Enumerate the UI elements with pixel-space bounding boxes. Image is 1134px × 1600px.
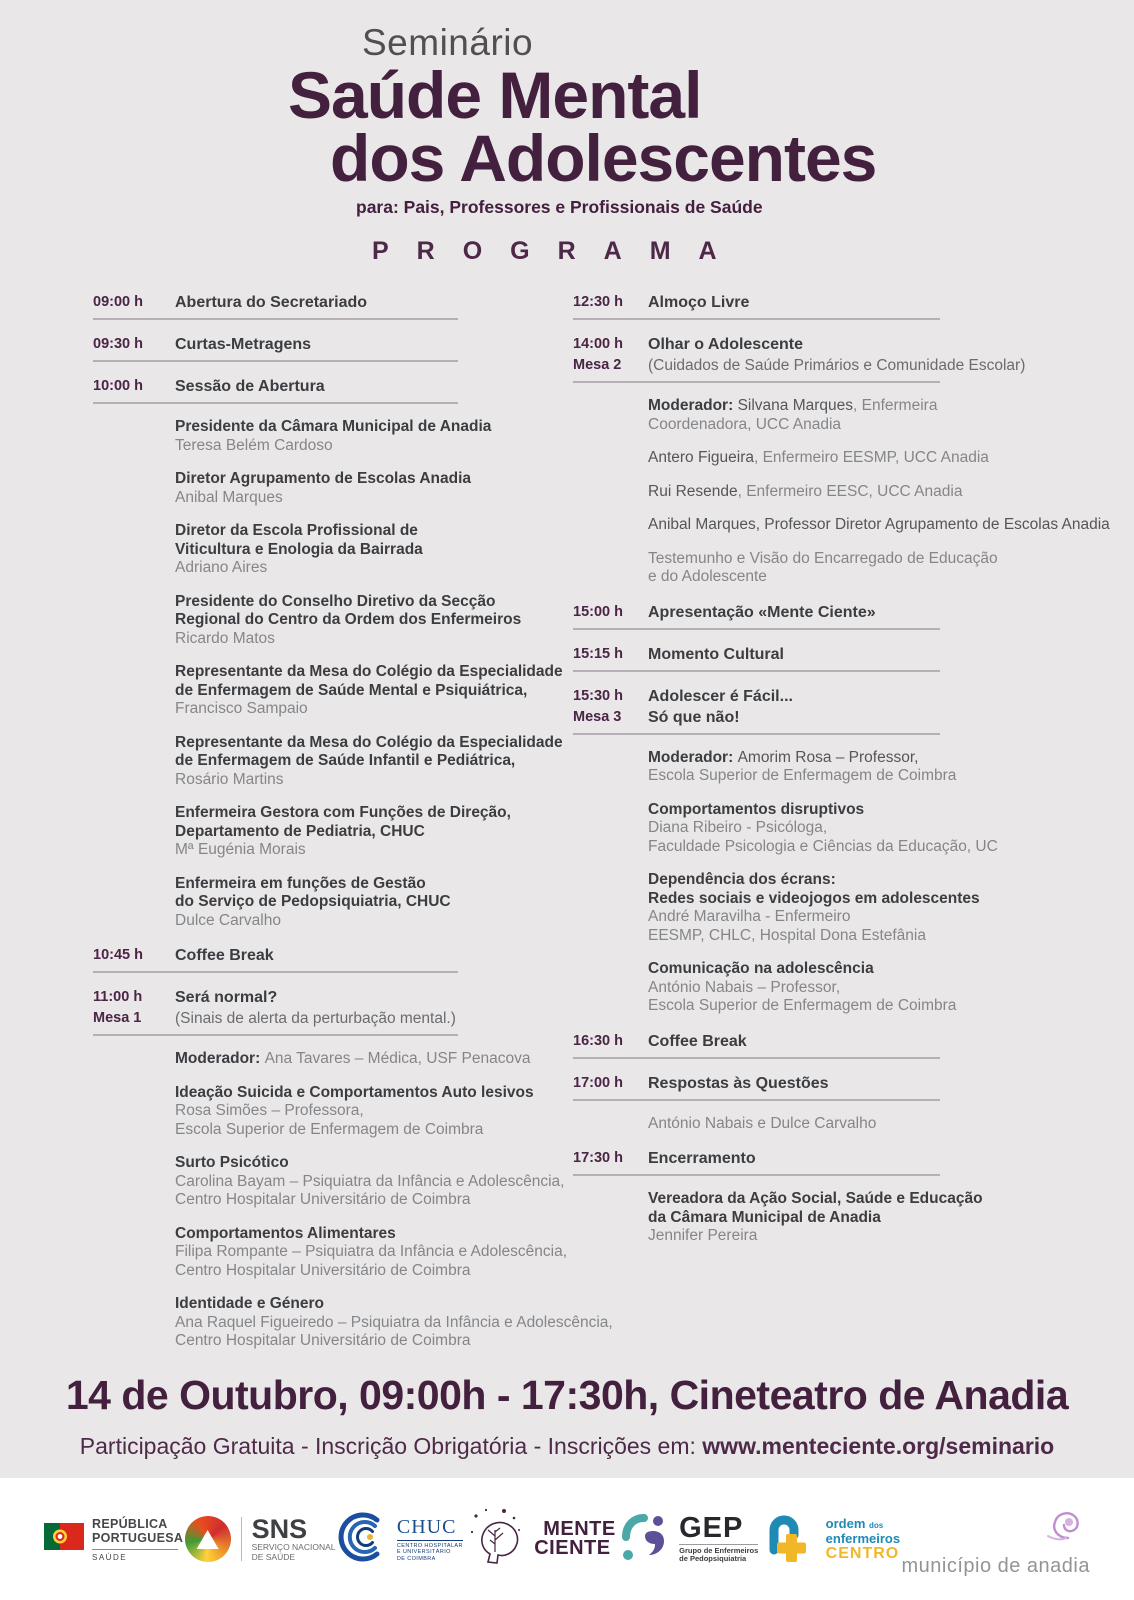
session-time: 10:00 h bbox=[93, 378, 143, 394]
detail-text: Carolina Bayam – Psiquiatra da Infância e Adolescência, bbox=[175, 1172, 565, 1190]
detail-text: Rosário Martins bbox=[175, 770, 284, 788]
program-column-right bbox=[573, 292, 1134, 1366]
program-detail-block bbox=[175, 804, 573, 860]
detail-line bbox=[175, 541, 573, 560]
program-detail-block bbox=[648, 483, 1134, 502]
detail-strong-text: Identidade e Género bbox=[175, 1295, 325, 1312]
registration-url: www.menteciente.org/seminario bbox=[702, 1432, 1055, 1459]
detail-line bbox=[648, 1209, 1134, 1228]
detail-line bbox=[648, 1115, 1134, 1134]
program-detail-block bbox=[648, 1190, 1134, 1246]
session-row bbox=[93, 376, 458, 404]
detail-text: Teresa Belém Cardoso bbox=[175, 436, 333, 454]
detail-text: Testemunho e Visão do Encarregado de Educação bbox=[648, 549, 998, 567]
detail-line bbox=[175, 1332, 573, 1351]
detail-line bbox=[175, 1084, 573, 1103]
detail-line bbox=[175, 418, 573, 437]
session-row bbox=[573, 686, 940, 735]
program-detail-block bbox=[175, 875, 573, 931]
program-detail-block bbox=[175, 1084, 573, 1140]
detail-text: Ricardo Matos bbox=[175, 629, 275, 647]
detail-line bbox=[175, 1154, 573, 1173]
session-subtitle: (Sinais de alerta da perturbação mental.) bbox=[175, 1010, 456, 1027]
detail-line bbox=[648, 416, 1134, 435]
detail-text: e do Adolescente bbox=[648, 568, 767, 585]
detail-line bbox=[648, 516, 1134, 535]
ciente-line: CIENTE bbox=[534, 1537, 611, 1559]
detail-line bbox=[175, 559, 573, 578]
detail-line bbox=[175, 912, 573, 931]
program-label: PROGRAMA bbox=[372, 237, 745, 265]
session-time: 12:30 h bbox=[573, 294, 623, 310]
centro-word: CENTRO bbox=[825, 1544, 900, 1562]
detail-strong-text: Ideação Suicida e Comportamentos Auto lesivos bbox=[175, 1083, 534, 1101]
detail-strong-text: de Enfermagem de Saúde Infantil e Pediátrica, bbox=[175, 752, 516, 769]
sns-title: SNS bbox=[251, 1514, 308, 1544]
session-mesa-label: Mesa 3 bbox=[573, 708, 622, 725]
session-row bbox=[573, 1148, 940, 1176]
detail-text: Centro Hospitalar Universitário de Coimbra bbox=[175, 1261, 471, 1279]
detail-line bbox=[175, 593, 573, 612]
detail-line bbox=[175, 489, 573, 508]
session-time: 17:00 h bbox=[573, 1074, 623, 1091]
detail-strong-text: Dependência dos écrans: bbox=[648, 871, 836, 888]
republica-line1: REPÚBLICA bbox=[92, 1516, 168, 1531]
logo-municipio-anadia bbox=[901, 1500, 1090, 1578]
detail-line bbox=[648, 927, 1134, 946]
detail-strong-text: Departamento de Pediatria, CHUC bbox=[175, 822, 425, 840]
detail-text: Ana Tavares – Médica, USF Penacova bbox=[264, 1050, 531, 1067]
detail-strong-text: Diretor Agrupamento de Escolas Anadia bbox=[175, 470, 471, 487]
logo-gep bbox=[617, 1509, 758, 1570]
session-title: Olhar o Adolescente bbox=[648, 336, 803, 353]
session-time: 15:30 h bbox=[573, 687, 623, 704]
head-brain-icon bbox=[464, 1504, 526, 1575]
session-time: 16:30 h bbox=[573, 1032, 623, 1049]
portugal-flag-icon bbox=[44, 1523, 84, 1555]
program-detail-block bbox=[175, 1154, 573, 1210]
detail-text: Francisco Sampaio bbox=[175, 700, 308, 717]
detail-strong-text: Presidente da Câmara Municipal de Anadia bbox=[175, 418, 492, 435]
detail-line bbox=[175, 734, 573, 753]
detail-text: Anibal Marques, Professor Diretor Agrupamento de Escolas Anadia bbox=[648, 516, 1110, 533]
detail-strong-text: Comportamentos disruptivos bbox=[648, 800, 865, 818]
detail-text: Filipa Rompante – Psiquiatra da Infância e Adolescência, bbox=[175, 1243, 568, 1260]
nurse-cross-icon bbox=[760, 1508, 818, 1571]
program-detail-block bbox=[175, 1225, 573, 1281]
detail-line bbox=[175, 1050, 573, 1069]
session-time: 15:15 h bbox=[573, 645, 623, 662]
program-detail-block bbox=[175, 470, 573, 507]
program-detail-block bbox=[648, 516, 1134, 535]
detail-line bbox=[175, 630, 573, 649]
chuc-lines bbox=[397, 1540, 463, 1563]
detail-strong-text: Representante da Mesa do Colégio da Especialidade bbox=[175, 733, 563, 751]
detail-line bbox=[648, 838, 1134, 857]
session-row bbox=[93, 987, 458, 1036]
gep-lines bbox=[679, 1544, 758, 1564]
detail-line bbox=[175, 1295, 573, 1314]
program-detail-block bbox=[175, 734, 573, 790]
republica-line2: PORTUGUESA bbox=[92, 1530, 184, 1545]
detail-text: Faculdade Psicologia e Ciências da Educação, UC bbox=[648, 837, 998, 855]
detail-strong-text: Moderador: bbox=[175, 1050, 265, 1067]
chuc-line1: CENTRO HOSPITALAR bbox=[396, 1542, 463, 1549]
detail-text: André Maravilha - Enfermeiro bbox=[648, 908, 851, 925]
session-row bbox=[573, 1073, 940, 1101]
session-row bbox=[573, 334, 1026, 383]
detail-line bbox=[648, 801, 1134, 820]
detail-text: Dulce Carvalho bbox=[175, 911, 281, 929]
detail-strong-text: Moderador: bbox=[648, 748, 738, 766]
detail-line bbox=[175, 437, 573, 456]
program-detail-block bbox=[648, 449, 1134, 468]
ordem-word: ordem bbox=[825, 1515, 866, 1531]
program-detail-block bbox=[175, 522, 573, 578]
detail-line bbox=[648, 997, 1134, 1016]
session-time: 14:00 h bbox=[573, 336, 623, 352]
session-title: Encerramento bbox=[648, 1150, 756, 1167]
detail-line bbox=[175, 1262, 573, 1281]
session-row bbox=[93, 945, 458, 973]
page-title-line2: dos Adolescentes bbox=[330, 121, 877, 195]
divider bbox=[92, 1549, 178, 1550]
dos-word: dos bbox=[869, 1520, 884, 1530]
program-detail-block bbox=[648, 550, 1134, 587]
detail-line bbox=[648, 550, 1134, 569]
detail-strong-text: Presidente do Conselho Diretivo da Secção bbox=[175, 592, 496, 610]
session-subtitle: (Cuidados de Saúde Primários e Comunidade Escolar) bbox=[648, 357, 1026, 374]
session-title: Abertura do Secretariado bbox=[175, 294, 368, 311]
logo-chuc bbox=[337, 1511, 463, 1568]
detail-line bbox=[648, 908, 1134, 927]
program-detail-block bbox=[648, 960, 1134, 1016]
detail-line bbox=[175, 1191, 573, 1210]
session-time: 09:00 h bbox=[93, 294, 143, 310]
session-row bbox=[573, 644, 940, 672]
logo-sns bbox=[185, 1516, 336, 1562]
detail-strong-text: da Câmara Municipal de Anadia bbox=[648, 1208, 881, 1226]
detail-text: Diana Ribeiro - Psicóloga, bbox=[648, 819, 828, 836]
detail-text: Escola Superior de Enfermagem de Coimbra bbox=[648, 997, 957, 1014]
logo-mente-ciente bbox=[464, 1504, 616, 1575]
detail-text: Amorim Rosa – Professor, bbox=[737, 748, 919, 766]
detail-strong-text: Redes sociais e videojogos em adolescentes bbox=[648, 889, 980, 907]
detail-strong-text: Vereadora da Ação Social, Saúde e Educação bbox=[648, 1190, 983, 1207]
detail-text: EESMP, CHLC, Hospital Dona Estefânia bbox=[648, 926, 926, 944]
detail-strong-text: Comportamentos Alimentares bbox=[175, 1224, 396, 1242]
session-row bbox=[573, 292, 940, 320]
detail-text: Jennifer Pereira bbox=[648, 1227, 758, 1244]
logo-band bbox=[0, 1478, 1134, 1600]
session-time: 17:30 h bbox=[573, 1150, 623, 1166]
detail-text: Mª Eugénia Morais bbox=[175, 841, 306, 858]
session-mesa-label: Mesa 2 bbox=[573, 357, 622, 373]
detail-line bbox=[175, 611, 573, 630]
session-title: Almoço Livre bbox=[648, 294, 750, 311]
detail-line bbox=[175, 804, 573, 823]
detail-strong-text: Surto Psicótico bbox=[175, 1154, 289, 1171]
detail-text: Silvana Marques bbox=[737, 397, 854, 414]
chuc-line3: DE COIMBRA bbox=[396, 1555, 436, 1562]
detail-strong-text: Representante da Mesa do Colégio da Especialidade bbox=[175, 663, 563, 680]
session-title: Sessão de Abertura bbox=[175, 378, 325, 395]
gep-title: GEP bbox=[679, 1511, 744, 1544]
detail-text: António Nabais – Professor, bbox=[648, 978, 841, 996]
program-detail-block bbox=[175, 1050, 573, 1069]
session-time: 11:00 h bbox=[93, 989, 143, 1005]
detail-text: Escola Superior de Enfermagem de Coimbra bbox=[175, 1120, 484, 1138]
detail-strong-text: de Enfermagem de Saúde Mental e Psiquiátrica, bbox=[175, 681, 528, 699]
detail-text: Ana Raquel Figueiredo – Psiquiatra da Infância e Adolescência, bbox=[175, 1313, 613, 1331]
detail-line bbox=[175, 663, 573, 682]
detail-line bbox=[175, 893, 573, 912]
detail-strong-text: Enfermeira em funções de Gestão bbox=[175, 874, 426, 892]
session-title: Adolescer é Fácil... bbox=[648, 687, 793, 705]
sns-icon bbox=[185, 1516, 231, 1562]
detail-line bbox=[648, 767, 1134, 786]
session-time: 10:45 h bbox=[93, 947, 143, 963]
detail-text: Adriano Aires bbox=[175, 559, 268, 576]
page-title-line1: Saúde Mental bbox=[288, 58, 702, 132]
detail-line bbox=[648, 819, 1134, 838]
session-row bbox=[573, 1031, 940, 1059]
detail-text: , Enfermeira bbox=[853, 397, 938, 414]
detail-line bbox=[175, 1173, 573, 1192]
detail-strong-text: Diretor da Escola Profissional de bbox=[175, 522, 418, 539]
detail-text: Antero Figueira bbox=[648, 449, 754, 466]
detail-line bbox=[175, 823, 573, 842]
logo-republica-portuguesa bbox=[44, 1517, 183, 1562]
detail-line bbox=[648, 871, 1134, 890]
detail-text: Coordenadora, UCC Anadia bbox=[648, 415, 842, 433]
enfermeiros-word: enfermeiros bbox=[825, 1530, 901, 1546]
detail-text: Centro Hospitalar Universitário de Coimbra bbox=[175, 1332, 471, 1349]
gep-commas-icon bbox=[617, 1509, 671, 1570]
detail-line bbox=[175, 841, 573, 860]
session-title: Apresentação «Mente Ciente» bbox=[648, 603, 876, 621]
program-detail-block bbox=[648, 871, 1134, 945]
detail-text: , Enfermeiro EESMP, UCC Anadia bbox=[753, 449, 989, 466]
program-detail-block bbox=[648, 801, 1134, 857]
detail-line bbox=[648, 1190, 1134, 1209]
gep-line1: Grupo de Enfermeiros bbox=[679, 1545, 759, 1555]
detail-line bbox=[175, 752, 573, 771]
municipio-text: município de anadia bbox=[901, 1555, 1090, 1577]
detail-line bbox=[175, 700, 573, 719]
detail-strong-text: Enfermeira Gestora com Funções de Direção, bbox=[175, 804, 511, 821]
session-title: Respostas às Questões bbox=[648, 1074, 829, 1092]
republica-saude: SAÚDE bbox=[92, 1552, 128, 1562]
detail-line bbox=[175, 1102, 573, 1121]
session-title: Curtas-Metragens bbox=[175, 336, 312, 353]
detail-text: Anibal Marques bbox=[175, 488, 283, 506]
session-title: Momento Cultural bbox=[648, 645, 784, 663]
session-row bbox=[93, 334, 458, 362]
detail-line bbox=[648, 1227, 1134, 1246]
detail-line bbox=[175, 875, 573, 894]
gep-line2: de Pedopsiquiatria bbox=[679, 1554, 747, 1563]
program-detail-block bbox=[175, 593, 573, 649]
detail-strong-text: Moderador: bbox=[648, 397, 738, 414]
detail-line bbox=[175, 1313, 613, 1333]
session-time: 15:00 h bbox=[573, 603, 623, 620]
divider bbox=[241, 1517, 242, 1561]
program-columns bbox=[0, 292, 1134, 1366]
sns-line1: SERVIÇO NACIONAL bbox=[251, 1542, 336, 1552]
session-mesa-label: Mesa 1 bbox=[93, 1010, 142, 1026]
detail-line bbox=[648, 568, 1134, 587]
detail-line bbox=[175, 1225, 573, 1244]
poster-header bbox=[0, 0, 1134, 266]
detail-text: Rosa Simões – Professora, bbox=[175, 1102, 364, 1119]
session-title: Será normal? bbox=[175, 989, 278, 1006]
program-detail-block bbox=[175, 1295, 613, 1351]
detail-line bbox=[648, 397, 1134, 416]
session-time: 09:30 h bbox=[93, 336, 143, 352]
detail-line bbox=[175, 522, 573, 541]
logo-ordem-enfermeiros-centro bbox=[760, 1508, 900, 1571]
event-date-location: 14 de Outubro, 09:00h - 17:30h, Cineteatro de Anadia bbox=[65, 1371, 1069, 1418]
chuc-arcs-icon bbox=[337, 1511, 389, 1568]
chuc-line2: E UNIVERSITÁRIO bbox=[396, 1549, 451, 1556]
detail-text: , Enfermeiro EESC, UCC Anadia bbox=[737, 482, 963, 500]
session-row bbox=[573, 602, 940, 630]
mente-line: MENTE bbox=[543, 1518, 616, 1540]
program-detail-block bbox=[175, 418, 573, 455]
session-title: Coffee Break bbox=[648, 1032, 747, 1050]
detail-strong-text: Comunicação na adolescência bbox=[648, 960, 874, 977]
detail-line bbox=[648, 979, 1134, 998]
detail-line bbox=[175, 682, 573, 701]
kicker: Seminário bbox=[362, 22, 534, 63]
detail-line bbox=[175, 1121, 573, 1140]
detail-line bbox=[648, 960, 1134, 979]
detail-line bbox=[648, 483, 1134, 502]
detail-strong-text: do Serviço de Pedopsiquiatria, CHUC bbox=[175, 893, 451, 910]
program-detail-block bbox=[648, 1115, 1134, 1134]
registration-text: Participação Gratuita - Inscrição Obrigatória - Inscrições em: bbox=[79, 1432, 703, 1459]
spiral-icon bbox=[1046, 1500, 1090, 1547]
registration-info bbox=[0, 1433, 1134, 1460]
program-detail-block bbox=[648, 397, 1134, 434]
detail-line bbox=[175, 771, 573, 790]
detail-text: António Nabais e Dulce Carvalho bbox=[648, 1114, 877, 1132]
detail-line bbox=[648, 449, 1134, 468]
detail-strong-text: Regional do Centro da Ordem dos Enfermeiros bbox=[175, 611, 522, 628]
session-row bbox=[93, 292, 458, 320]
sns-line2: DE SAÚDE bbox=[251, 1552, 296, 1562]
detail-line bbox=[648, 890, 1134, 909]
program-detail-block bbox=[175, 663, 573, 719]
program-detail-block bbox=[648, 749, 1134, 786]
title-subtitle: para: Pais, Professores e Profissionais de Saúde bbox=[356, 197, 763, 217]
detail-line bbox=[175, 1243, 573, 1262]
detail-text: Escola Superior de Enfermagem de Coimbra bbox=[648, 767, 957, 784]
session-subtitle: Só que não! bbox=[648, 708, 740, 726]
detail-text: Centro Hospitalar Universitário de Coimbra bbox=[175, 1191, 471, 1208]
detail-text: Rui Resende bbox=[648, 482, 738, 500]
detail-line bbox=[648, 749, 1134, 768]
session-title: Coffee Break bbox=[175, 947, 274, 964]
chuc-title: CHUC bbox=[396, 1515, 457, 1538]
detail-strong-text: Viticultura e Enologia da Bairrada bbox=[175, 540, 423, 558]
detail-line bbox=[175, 470, 573, 489]
